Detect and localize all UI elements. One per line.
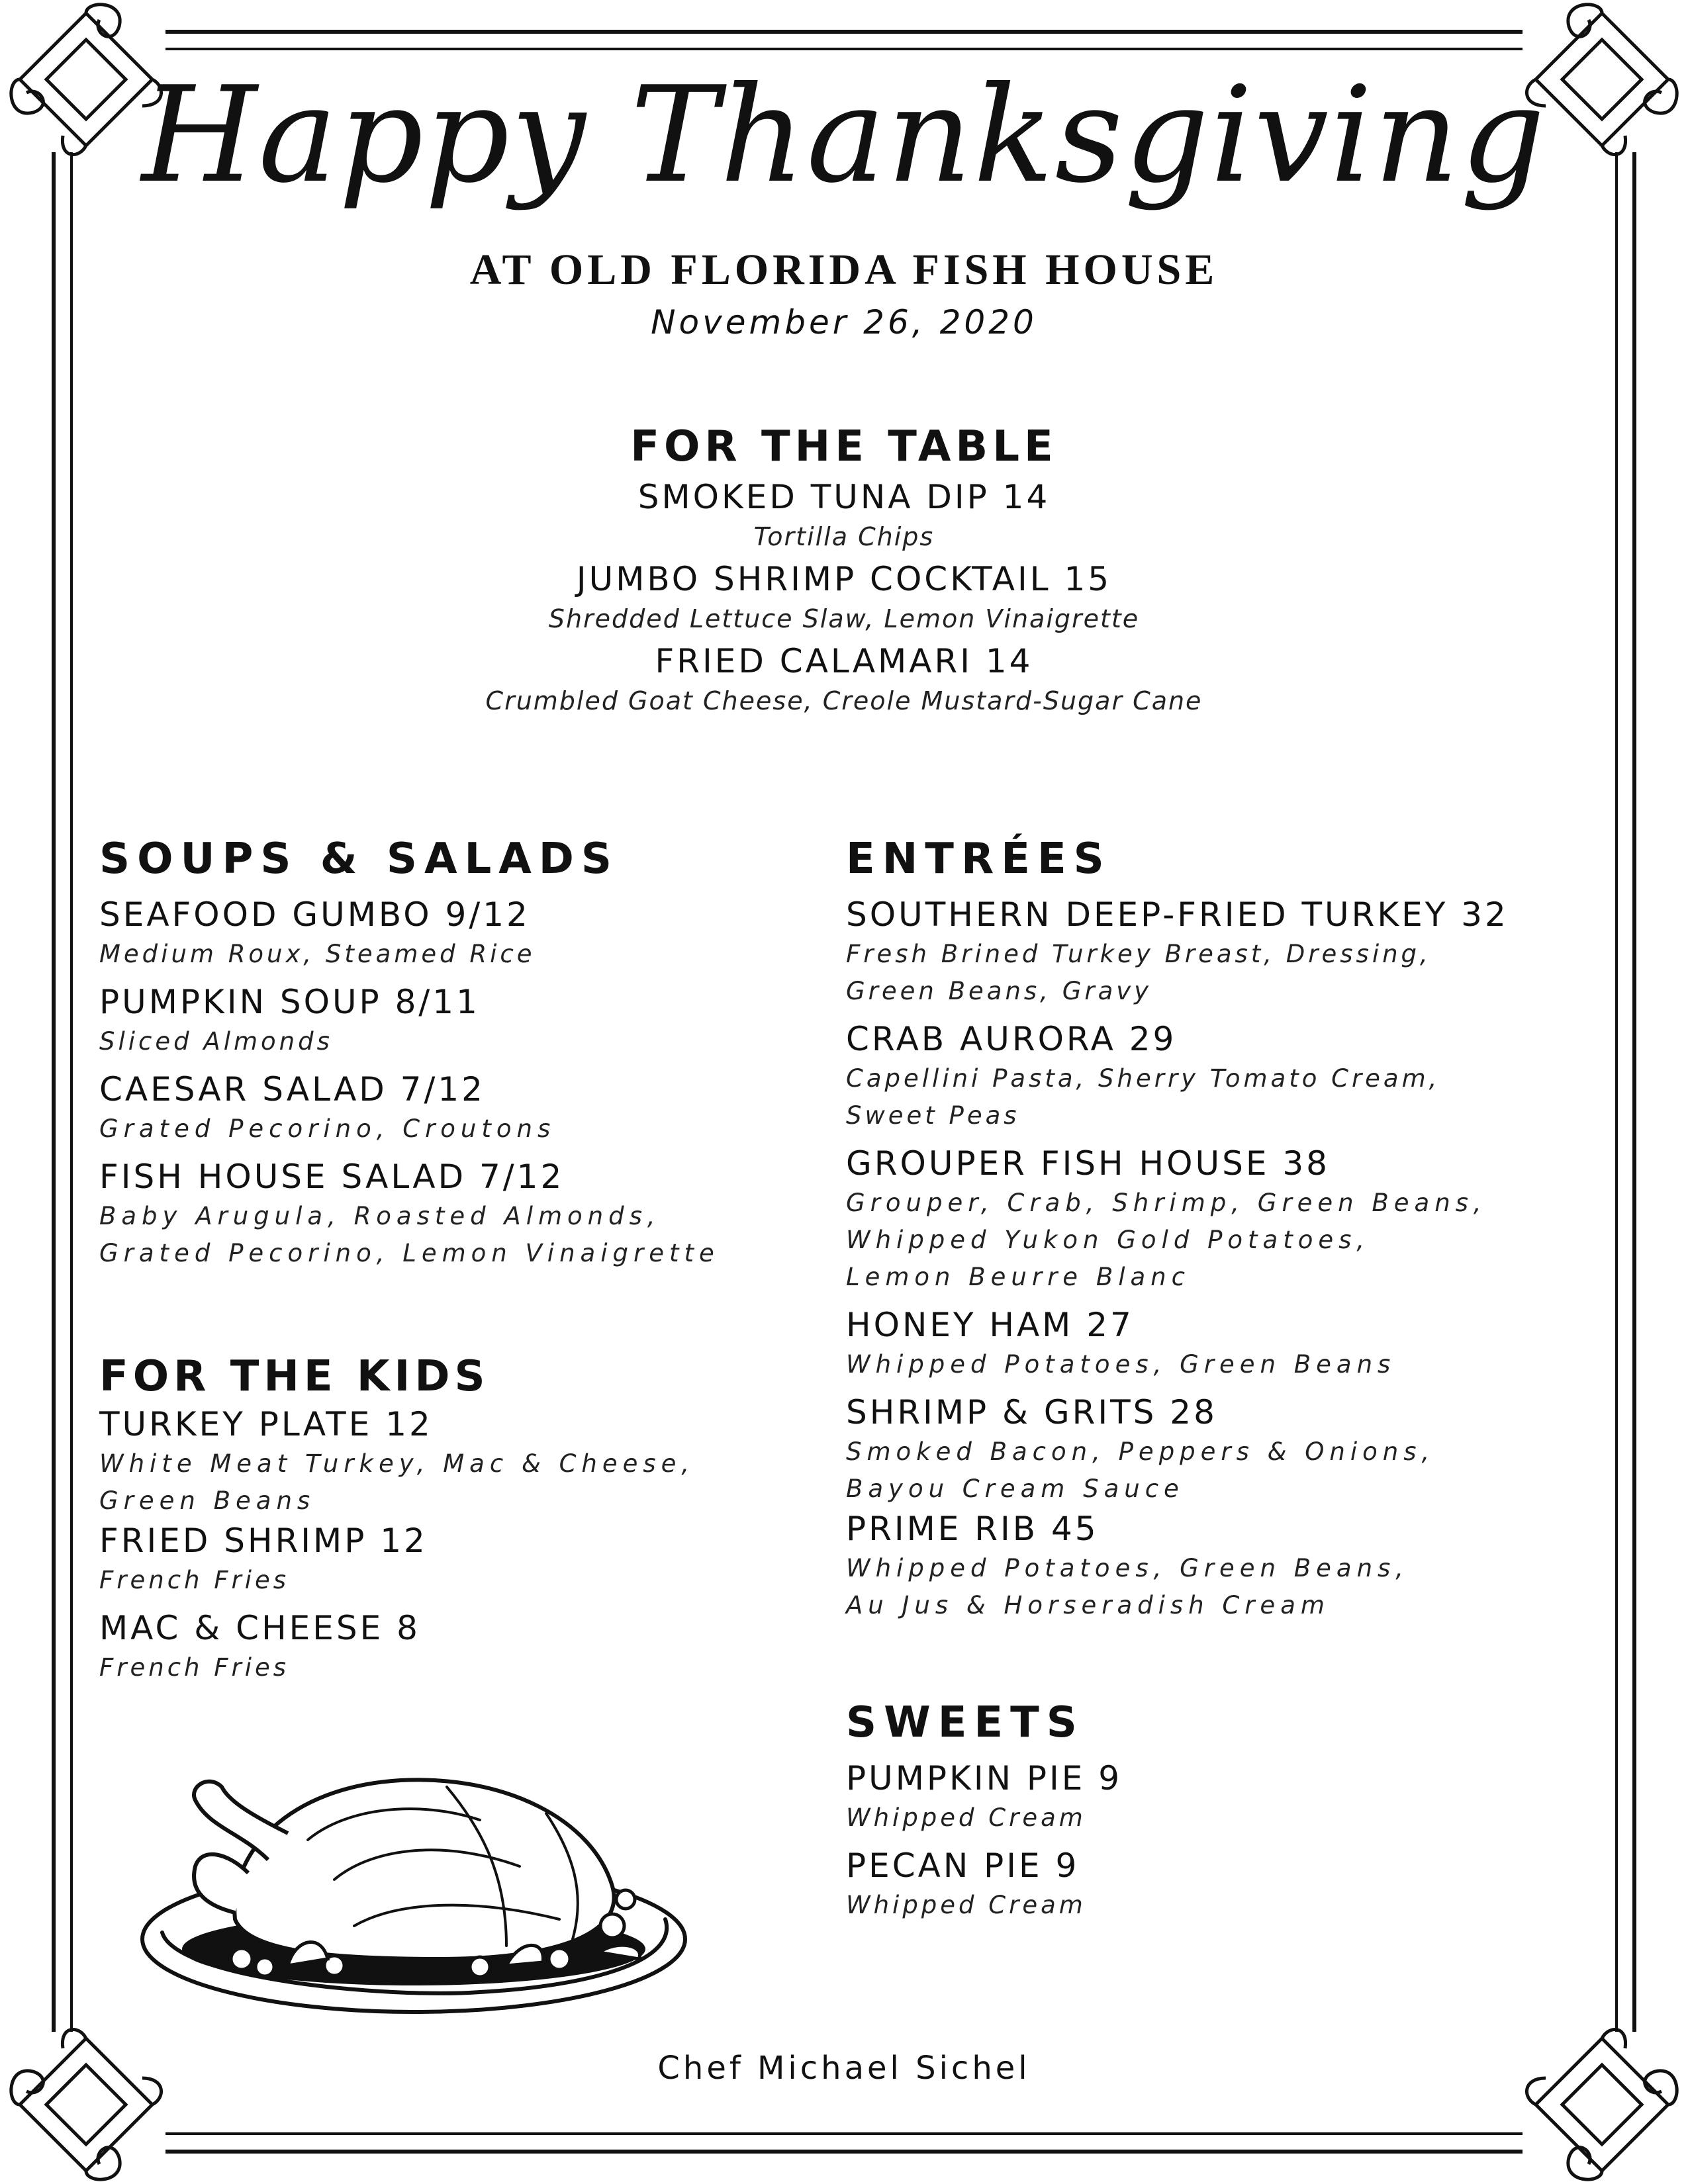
section-soups-salads	[99, 833, 801, 1272]
menu-item	[846, 1018, 1574, 1134]
section-for-the-kids	[99, 1350, 801, 1686]
menu-item-description: Crumbled Goat Cheese, Creole Mustard-Sugar Cane	[485, 686, 1203, 715]
menu-item-name: SOUTHERN DEEP-FRIED TURKEY 32	[846, 895, 1509, 934]
menu-item-description: Sliced Almonds	[99, 1027, 333, 1056]
section-sweets	[846, 1696, 1574, 1924]
menu-item	[99, 1403, 801, 1520]
menu-title: Happy Thanksgiving	[141, 58, 1547, 212]
menu-item-name: TURKEY PLATE 12	[99, 1405, 433, 1443]
menu-item-name: PECAN PIE 9	[846, 1846, 1080, 1885]
menu-item-name: GROUPER FISH HOUSE 38	[846, 1144, 1330, 1183]
menu-item-name: MAC & CHEESE 8	[99, 1609, 420, 1647]
menu-item	[99, 1607, 801, 1686]
menu-item	[846, 1757, 1574, 1837]
menu-item-name: SHRIMP & GRITS 28	[846, 1393, 1217, 1432]
menu-item-description: Whipped Potatoes, Green Beans,	[846, 1554, 1409, 1582]
menu-item-name: PUMPKIN SOUP 8/11	[99, 983, 480, 1021]
menu-item-description: French Fries	[99, 1653, 290, 1682]
menu-item-name: HONEY HAM 27	[846, 1306, 1134, 1344]
menu-item	[846, 1391, 1574, 1508]
restaurant-name: AT OLD FLORIDA FISH HOUSE	[469, 246, 1219, 294]
menu-item-description: Green Beans, Gravy	[846, 977, 1152, 1005]
menu-item	[846, 1142, 1574, 1296]
section-heading: SOUPS & SALADS	[99, 835, 619, 884]
menu-item-description: Grated Pecorino, Croutons	[99, 1115, 556, 1143]
menu-item-description: Smoked Bacon, Peppers & Onions,	[846, 1437, 1435, 1466]
menu-item-description: Whipped Yukon Gold Potatoes,	[846, 1226, 1370, 1254]
border-bottom-inner	[165, 2132, 1523, 2135]
menu-item-description: Medium Roux, Steamed Rice	[99, 940, 536, 968]
menu-item-description: Shredded Lettuce Slaw, Lemon Vinaigrette	[548, 604, 1140, 633]
menu-item-name: SEAFOOD GUMBO 9/12	[99, 895, 530, 934]
menu-item-description: White Meat Turkey, Mac & Cheese,	[99, 1449, 695, 1478]
section-for-the-table	[0, 420, 1688, 719]
menu-item-name: PUMPKIN PIE 9	[846, 1759, 1123, 1797]
menu-item-description: Grouper, Crab, Shrimp, Green Beans,	[846, 1189, 1487, 1217]
menu-item-description: Capellini Pasta, Sherry Tomato Cream,	[846, 1064, 1440, 1093]
menu-item	[846, 1844, 1574, 1924]
section-entrees	[846, 833, 1574, 1624]
section-heading: FOR THE KIDS	[99, 1352, 490, 1401]
menu-item	[846, 1508, 1574, 1624]
menu-item-name: CRAB AURORA 29	[846, 1020, 1177, 1058]
menu-item	[99, 1156, 801, 1272]
menu-item-name: JUMBO SHRIMP COCKTAIL 15	[576, 560, 1112, 598]
menu-item-description: Au Jus & Horseradish Cream	[846, 1591, 1330, 1619]
section-heading: FOR THE TABLE	[630, 422, 1058, 471]
menu-item	[99, 1068, 801, 1148]
menu-item-description: Whipped Potatoes, Green Beans	[846, 1350, 1396, 1379]
menu-item	[99, 981, 801, 1060]
menu-item-name: PRIME RIB 45	[846, 1510, 1099, 1548]
border-top-outer	[165, 30, 1523, 34]
border-bottom-outer	[165, 2150, 1523, 2154]
chef-credit: Chef Michael Sichel	[657, 2050, 1031, 2087]
menu-item-description: Grated Pecorino, Lemon Vinaigrette	[99, 1239, 720, 1267]
menu-item-description: Fresh Brined Turkey Breast, Dressing,	[846, 940, 1431, 968]
section-heading: ENTRÉES	[846, 835, 1111, 884]
roast-turkey-illustration	[136, 1760, 705, 2038]
menu-item-description: French Fries	[99, 1566, 290, 1594]
menu-item-description: Green Beans	[99, 1486, 316, 1515]
corner-ornament-bottom-right-icon	[1516, 2012, 1688, 2184]
menu-item	[846, 1304, 1574, 1383]
menu-item-description: Whipped Cream	[846, 1891, 1086, 1919]
menu-item	[99, 893, 801, 973]
menu-item	[99, 1520, 801, 1599]
section-heading: SWEETS	[846, 1698, 1084, 1747]
menu-item-description: Tortilla Chips	[753, 522, 935, 551]
menu-date: November 26, 2020	[651, 303, 1037, 341]
border-top-inner	[165, 48, 1523, 50]
menu-item-description: Bayou Cream Sauce	[846, 1475, 1184, 1503]
menu-item-name: FRIED CALAMARI 14	[655, 642, 1033, 680]
menu-item-description: Baby Arugula, Roasted Almonds,	[99, 1202, 661, 1230]
menu-item-name: SMOKED TUNA DIP 14	[637, 478, 1051, 516]
menu-item-description: Whipped Cream	[846, 1803, 1086, 1832]
menu-item-description: Sweet Peas	[846, 1101, 1020, 1130]
menu-item-name: FISH HOUSE SALAD 7/12	[99, 1158, 565, 1196]
menu-item-description: Lemon Beurre Blanc	[846, 1263, 1190, 1291]
menu-item	[846, 893, 1574, 1010]
menu-item-name: FRIED SHRIMP 12	[99, 1522, 428, 1560]
menu-item-name: CAESAR SALAD 7/12	[99, 1070, 485, 1109]
